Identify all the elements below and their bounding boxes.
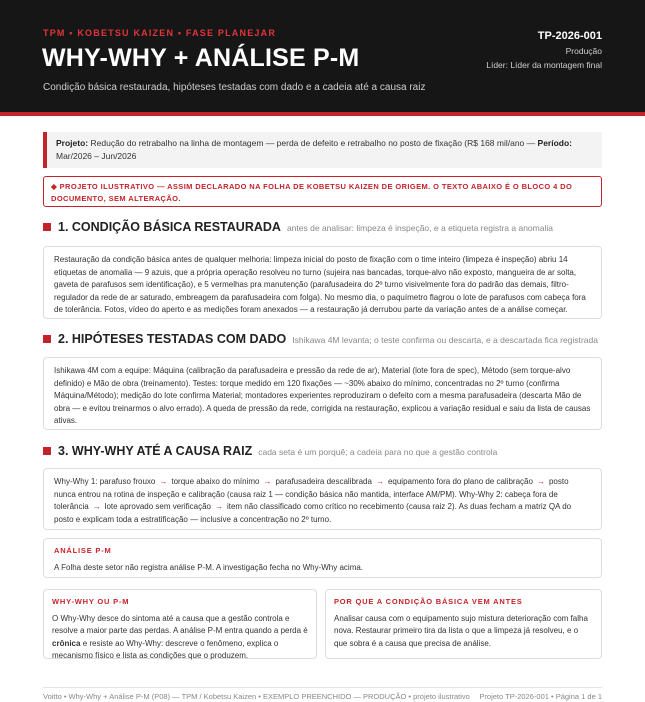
whywhy-text: Why-Why 1: parafuso frouxo bbox=[54, 477, 156, 486]
why-or-pm-card bbox=[43, 589, 317, 659]
whywhy-chain bbox=[43, 468, 602, 530]
section-marker-icon bbox=[43, 335, 51, 343]
arrow-right-icon: → bbox=[536, 477, 545, 486]
whywhy-text: equipamento fora do plano de calibração bbox=[387, 477, 533, 486]
footer-left: Voitto • Why-Why + Análise P-M (P08) — TPM / Kobetsu Kaizen • EXEMPLO PREENCHIDO — PRODUÇÃO • projeto ilustrativo bbox=[43, 692, 470, 701]
why-or-pm-text: O Why-Why desce do sintoma até a causa que a gestão controla e resolve a maior parte das perdas. A análise P-M entra quando a perda é crônica e resiste ao Why-Why: descreve o fenômeno, explica o mecanismo físico e lista as condições que o produzem. bbox=[52, 613, 308, 660]
arrow-right-icon: → bbox=[159, 477, 168, 486]
arrow-right-icon: → bbox=[375, 477, 384, 486]
emphasis-chronic: crônica bbox=[52, 638, 81, 648]
section-2-title: 2. HIPÓTESES TESTADAS COM DADO bbox=[58, 332, 287, 346]
document-leader: Líder: Líder da montagem final bbox=[486, 60, 602, 70]
arrow-right-icon: → bbox=[214, 502, 223, 511]
section-2-note: Ishikawa 4M levanta; o teste confirma ou descarta, e a descartada fica registrada bbox=[292, 335, 598, 345]
pm-analysis-box bbox=[43, 538, 602, 578]
whywhy-text: parafusadeira descalibrada bbox=[275, 477, 372, 486]
project-summary bbox=[43, 132, 602, 168]
footer-divider bbox=[43, 687, 602, 688]
section-marker-icon bbox=[43, 447, 51, 455]
document-header bbox=[0, 0, 645, 116]
page-title: WHY-WHY + ANÁLISE P-M bbox=[42, 44, 360, 72]
document-code: TP-2026-001 bbox=[537, 30, 602, 42]
basic-condition-text: Analisar causa com o equipamento sujo mistura deterioração com falha nova. Restaurar primeiro tira da lista o que a limpeza já resolveu, e o que sobra é a causa que precisa de análise. bbox=[334, 613, 588, 648]
section-3-title: 3. WHY-WHY ATÉ A CAUSA RAIZ bbox=[58, 444, 253, 458]
section-1-note: antes de analisar: limpeza é inspeção, e a etiqueta registra a anomalia bbox=[286, 223, 553, 233]
whywhy-text: posto nunca entrou na rotina de inspeção e calibração (causa raiz 1 — condição básica não mantida, interface AM/PM). Why-Why 2: cabeça fora de tolerância bbox=[54, 477, 569, 511]
header-kicker: TPM • KOBETSU KAIZEN • FASE PLANEJAR bbox=[43, 28, 277, 38]
whywhy-text: lote aprovado sem verificação bbox=[104, 502, 211, 511]
project-text: Redução do retrabalho na linha de montagem — perda de defeito e retrabalho no posto de fixação (R$ 168 mil/ano — bbox=[90, 138, 536, 148]
section-1-heading bbox=[43, 220, 553, 234]
section-1-title: 1. CONDIÇÃO BÁSICA RESTAURADA bbox=[58, 220, 281, 234]
pm-analysis-text: A Folha deste setor não registra análise P-M. A investigação fecha no Why-Why acima. bbox=[54, 562, 364, 572]
section-2-heading bbox=[43, 332, 598, 346]
document-area: Produção bbox=[565, 46, 602, 56]
footer-page-info: Projeto TP-2026-001 • Página 1 de 1 bbox=[479, 692, 602, 701]
basic-condition-label: POR QUE A CONDIÇÃO BÁSICA VEM ANTES bbox=[334, 597, 523, 606]
arrow-right-icon: → bbox=[92, 502, 101, 511]
section-marker-icon bbox=[43, 223, 51, 231]
section-1-body: Restauração da condição básica antes de qualquer melhoria: limpeza inicial do posto de fixação com o time inteiro (limpeza é inspeção) abriu 14 etiquetas de anomalia — 9 azuis, que a própria operação resolveu no turno (sujeira nas bancadas, torque-alvo não exposto, mangueira de ar solta, gaveta de parafusos sem identificação), e 5 vermelhas pra manutenção (parafusadeira do 2º turno visivelmente fora do padrão das demais, filtro-regulador da rede de ar saturado, embreagem da parafusadeira com folga). No mesmo dia, o paquímetro flagrou o lote de parafusos com cabeça fora de tolerância. Fotos, vídeo do aperto e as medições foram anexados — a restauração já derrubou parte da variação antes de a análise começar. bbox=[43, 246, 602, 319]
section-3-note: cada seta é um porquê; a cadeia para no que a gestão controla bbox=[258, 447, 498, 457]
whywhy-text: torque abaixo do mínimo bbox=[171, 477, 260, 486]
pm-analysis-label: ANÁLISE P-M bbox=[54, 546, 112, 555]
whywhy-text: item não classificado como crítico no recebimento (causa raiz 2). As duas fecham a matriz QA do posto e explicam toda a estratificação — inclusive a concentração no 2º turno. bbox=[54, 502, 572, 524]
basic-condition-card bbox=[325, 589, 602, 659]
section-2-body: Ishikawa 4M com a equipe: Máquina (calibração da parafusadeira e pressão da rede de ar), Material (lote fora de spec), Método (sem torque-alvo definido) e Mão de obra (treinamento). Testes: torque medido em 120 fixações — ~30% abaixo do mínimo, concentradas no 2º turno (confirma Máquina/Método); medição do lote confirma Material; montadores experientes reproduziram o defeito com a mesma parafusadeira (descarta Mão de obra — e evitou treinarmos o alvo errado). A queda de pressão da rede, corrigida na restauração, explicou a variação residual e saiu da lista de causas ativas. bbox=[43, 357, 602, 430]
section-3-heading bbox=[43, 444, 497, 458]
why-or-pm-label: WHY-WHY OU P-M bbox=[52, 597, 130, 606]
page-subtitle: Condição básica restaurada, hipóteses testadas com dado e a cadeia até a causa raiz bbox=[43, 82, 426, 93]
project-label: Projeto: bbox=[56, 138, 89, 148]
arrow-right-icon: → bbox=[263, 477, 272, 486]
illustrative-notice: ◆ PROJETO ILUSTRATIVO — ASSIM DECLARADO NA FOLHA DE KOBETSU KAIZEN DE ORIGEM. O TEXTO ABAIXO É O BLOCO 4 DO DOCUMENTO, SEM ALTERAÇÃO. bbox=[43, 176, 602, 207]
period-label: Período: bbox=[537, 138, 573, 148]
period-value: Mar/2026 – Jun/2026 bbox=[56, 151, 137, 161]
